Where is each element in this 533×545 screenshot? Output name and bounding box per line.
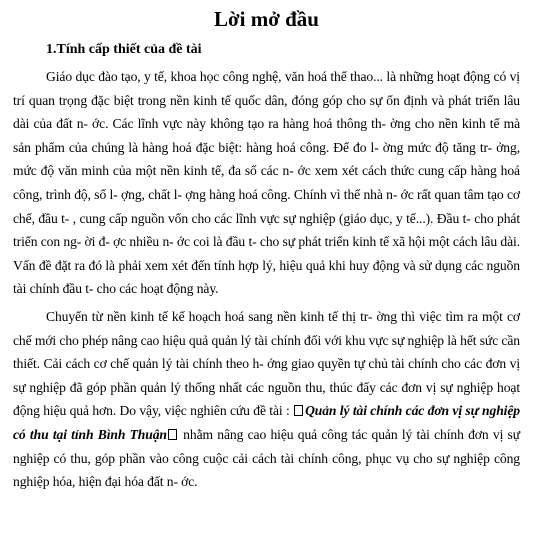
page-title: Lời mở đầu — [214, 7, 319, 31]
section-heading: 1.Tính cấp thiết của đề tài — [46, 42, 202, 57]
thesis-topic: Quản lý tài chính các đơn vị sự nghiệp có thu tại tỉnh Bình Thuận — [13, 403, 520, 442]
paragraph-1: Giáo dục đào tạo, y tế, khoa học công nghệ, văn hoá thể thao... là những hoạt động có vị trí quan trọng đặc biệt trong nền kinh tế quốc dân, đóng góp cho sự ổn định và phát triển lâu dài của đất n- ớc. Các lĩnh vực này không tạo ra hàng hoá thông th- ờng cho nền kinh tế mà sản phẩm của chúng là hàng hoá đặc biệt: hàng hoá công. Để đo l- ờng mức độ tăng tr- ởng, mức độ văn minh của một nền kinh tế, đa số các n- ớc xem xét cách thức cung cấp hàng hoá công, trình độ, số l- ợng, chất l- ợng hàng hoá công. Chính vì thế nhà n- ớc rất quan tâm tạo cơ chế, đầu t- , cung cấp nguồn vốn cho các lĩnh vực sự nghiệp (giáo dục, y tế...). Đầu t- cho phát triển con ng- ời đ- ợc nhiều n- ớc coi là đầu t- cho sự phát triển kinh tế xã hội một cách lâu dài. Vấn đề đặt ra đó là phải xem xét đến tính hợp lý, hiệu quả khi huy động và sử dụng các nguồn tài chính đầu t- cho các hoạt động này. — [13, 69, 520, 297]
paragraph-2 — [13, 305, 520, 494]
paragraph-2-text-before: Chuyển từ nền kinh tế kế hoạch hoá sang nền kinh tế thị tr- ờng thì việc tìm ra một cơ chế mới cho phép nâng cao hiệu quả quản lý tài chính đối với khu vực sự nghiệp là hết sức cần thiết. Cải cách cơ chế quản lý tài chính theo h- ớng giao quyền tự chủ tài chính cho các đơn vị sự nghiệp đã góp phần quản lý thống nhất các nguồn thu, thúc đẩy các đơn vị sự nghiệp hoạt động hiệu quả hơn. Do vậy, việc nghiên cứu đề tài : — [13, 308, 520, 419]
paragraph-2-text-after: nhằm nâng cao hiệu quả công tác quản lý tài chính đơn vị sự nghiệp có thu, góp phần vào công cuộc cải cách tài chính công, phục vụ cho sự nghiệp công nghiệp hóa, hiện đại hóa đất n- ớc. — [13, 426, 520, 490]
missing-glyph-box-icon — [294, 405, 303, 416]
missing-glyph-box-icon — [168, 429, 177, 440]
